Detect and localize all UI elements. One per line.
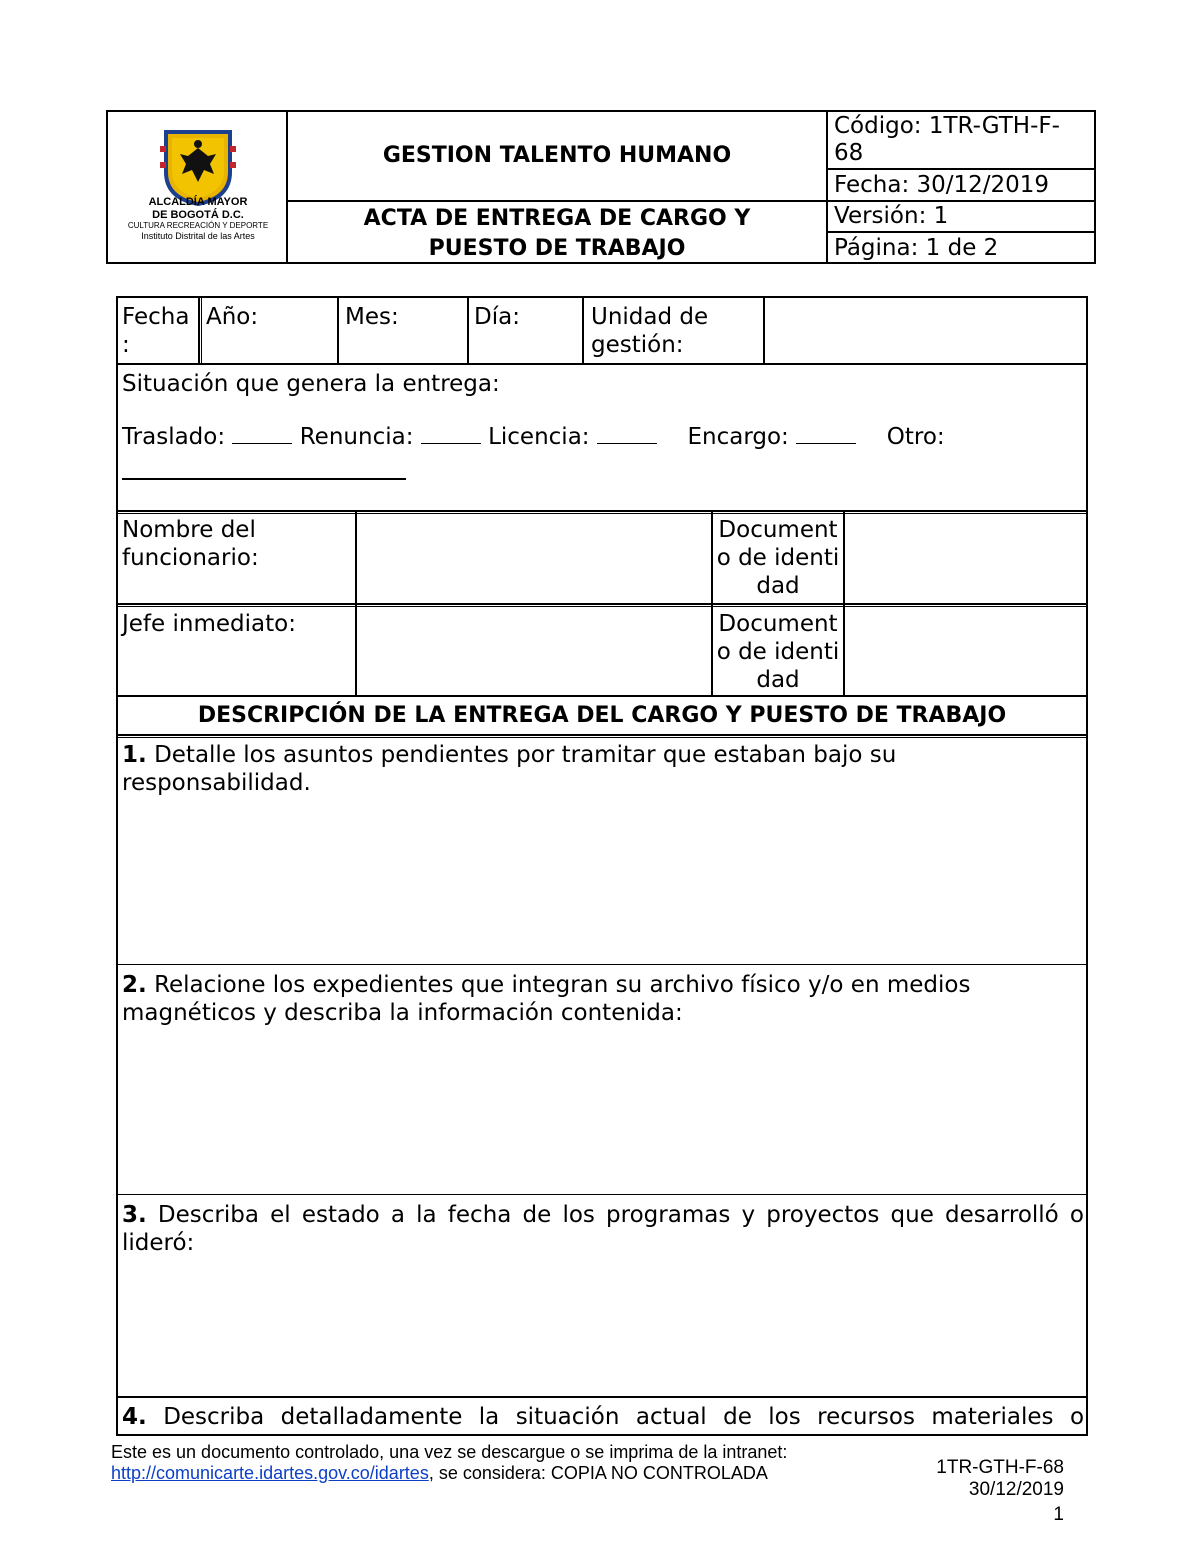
question-4-number: 4.: [122, 1404, 147, 1430]
jefe-inmediato-label: Jefe inmediato:: [122, 611, 296, 637]
question-3-number: 3.: [122, 1202, 147, 1228]
fecha-header-field: Fecha: 30/12/2019: [834, 172, 1050, 198]
renuncia-blank[interactable]: [421, 423, 481, 444]
section-title: DESCRIPCIÓN DE LA ENTREGA DEL CARGO Y PUESTO DE TRABAJO: [197, 703, 1007, 728]
traslado-blank[interactable]: [232, 423, 292, 444]
dia-label: Día:: [474, 304, 520, 330]
document-title: ACTA DE ENTREGA DE CARGO Y PUESTO DE TRABAJO: [363, 206, 751, 261]
question-4: [122, 1403, 1084, 1431]
fecha-label: Fecha :: [122, 304, 190, 358]
nombre-funcionario-value-cell[interactable]: [358, 514, 710, 602]
licencia-blank[interactable]: [597, 423, 657, 444]
renuncia-label: Renuncia:: [299, 424, 414, 450]
otro-blank[interactable]: [122, 478, 406, 480]
documento-identidad-value-cell-2[interactable]: [846, 607, 1086, 695]
question-3-text: Describa el estado a la fecha de los programas y proyectos que desarrolló o lideró:: [122, 1202, 1084, 1256]
documento-identidad-label-2: Documento de identidad: [716, 611, 840, 693]
question-2-answer-area[interactable]: [118, 1030, 1086, 1192]
jefe-inmediato-value-cell[interactable]: [358, 607, 710, 695]
question-1-answer-area[interactable]: [118, 800, 1086, 962]
situacion-label: Situación que genera la entrega:: [122, 371, 500, 397]
mes-label: Mes:: [345, 304, 399, 330]
pagina-field: Página: 1 de 2: [834, 235, 999, 261]
question-2-text: Relacione los expedientes que integran su archivo físico y/o en medios magnéticos y describa la información contenida:: [122, 972, 971, 1026]
footer-page-number: 1: [1053, 1504, 1064, 1525]
footer-code: 1TR-GTH-F-68: [936, 1457, 1064, 1478]
nombre-funcionario-label: Nombre del funcionario:: [122, 517, 259, 571]
logo-text-line2: DE BOGOTÁ D.C.: [152, 209, 244, 221]
question-4-text: Describa detalladamente la situación actual de los recursos materiales o: [163, 1404, 1085, 1430]
footer-line-2: [111, 1462, 768, 1484]
logo-text-line3: CULTURA RECREACIÓN Y DEPORTE: [127, 221, 269, 230]
bogota-shield-icon: [110, 126, 286, 206]
question-1: [122, 741, 1022, 797]
footer-line-1: Este es un documento controlado, una vez se descargue o se imprima de la intranet:: [111, 1442, 788, 1462]
unidad-gestion-value-cell[interactable]: [766, 299, 1086, 362]
documento-identidad-value-cell-1[interactable]: [846, 514, 1086, 602]
anio-label: Año:: [206, 304, 259, 330]
logo-text-line4: Instituto Distrital de las Artes: [141, 231, 255, 241]
logo-text-line1: ALCALDÍA MAYOR: [148, 196, 248, 208]
footer-copy-note: , se considera: COPIA NO CONTROLADA: [428, 1463, 768, 1483]
question-2-number: 2.: [122, 972, 147, 998]
question-1-number: 1.: [122, 742, 147, 768]
intranet-link[interactable]: http://comunicarte.idartes.gov.co/idartes: [111, 1463, 429, 1483]
licencia-label: Licencia:: [488, 424, 590, 450]
unidad-gestion-label: Unidad de gestión:: [591, 304, 709, 358]
footer-date: 30/12/2019: [968, 1479, 1064, 1500]
question-1-text: Detalle los asuntos pendientes por tramitar que estaban bajo su responsabilidad.: [122, 742, 897, 796]
codigo-field: Código: 1TR-GTH-F-68: [834, 113, 1060, 166]
question-3-answer-area[interactable]: [118, 1260, 1086, 1394]
traslado-label: Traslado:: [122, 424, 226, 450]
question-2: [122, 971, 1082, 1027]
encargo-blank[interactable]: [796, 423, 856, 444]
documento-identidad-label-1: Documento de identidad: [716, 517, 840, 599]
encargo-label: Encargo:: [687, 424, 789, 450]
department-title: GESTION TALENTO HUMANO: [382, 143, 732, 168]
logo: [110, 120, 286, 260]
otro-label: Otro:: [886, 424, 945, 450]
situacion-options: [122, 423, 945, 451]
version-field: Versión: 1: [834, 203, 949, 229]
question-3: [122, 1201, 1084, 1257]
